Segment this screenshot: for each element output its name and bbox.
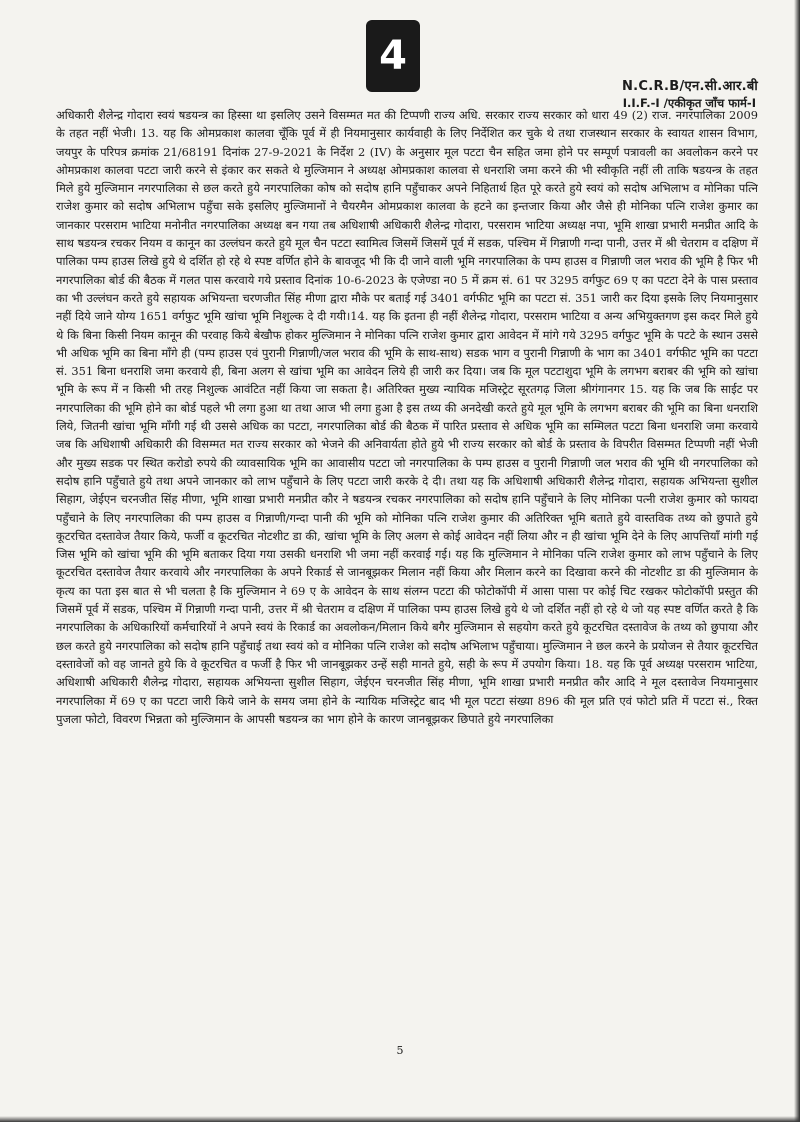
scan-edge-shadow: [794, 0, 800, 1122]
document-body: [56, 106, 758, 1036]
scan-edge-shadow-bottom: [0, 1116, 800, 1122]
footer-page-number: 5: [396, 1044, 404, 1057]
ncrb-reference: N.C.R.B/एन.सी.आर.बी: [621, 79, 758, 94]
page-number-badge: 4: [366, 20, 420, 92]
body-paragraph: अधिकारी शैलेन्द्र गोदारा स्वयं षडयन्त्र का हिस्सा था इसलिए उसने विसम्मत मत की टिप्पणी राज्य अधि. सरकार राज्य सरकार को धारा 49 (2) राज. नगरपालिका 2009 के तहत नहीं भेजी। 13. यह कि ओमप्रकाश कालवा चूँकि पूर्व में ही नियमानुसार कार्यवाही के लिए निर्देशित कर चुके थे तथा राजस्थान सरकार के स्वायत शासन विभाग, जयपुर के परिपत्र क्रमांक 21/68191 दिनांक 27-9-2021 के निर्देश 2 (IV) के अनुसार मूल पटटा चैन सहित जमा होने पर सम्पूर्ण पत्रावली का अवलोकन करने पर ओमप्रकाश कालवा पटटा जारी करने से इंकार कर सकते थे मुल्जिमान ने अध्यक्ष ओमप्रकाश कालवा से धनराशि जमा करने की भी स्वीकृति नहीं ली ताकि षडयन्त्र के तहत मिले हुये मुल्जिमान नगरपालिका से छल करते हुये नगरपालिका कोष को सदोष हानि पहुँचाकर अपने निहितार्थ हित पूरे करते हुये स्वयं को सदोष अभिलाभ व मोनिका पत्नि राजेश कुमार को सदोष अभिलाभ पहुँचा सके इसलिए मुल्जिमानों ने चैयरमैन ओमप्रकाश कालवा के हटने का इन्तजार किया और जैसे ही मोनिका पत्नि राजेश कुमार का जानकार परसराम भाटिया मनोनीत नगरपालिका अध्यक्ष बन गया तब अधिशाषी अधिकारी शैलेन्द्र गोदारा, परसराम भाटिया अध्यक्ष नपा, भूमि शाखा प्रभारी मनप्रीत आदि के साथ षडयन्त्र रचकर नियम व कानून का उल्लंघन करते हुये मूल चैन पटटा स्वामित्व जिसमें जिसमें पूर्व में सडक, पश्चिम में गिन्नाणी गन्दा पानी, उत्तर में श्री चेतराम व दक्षिण में पालिका पम्प हाउस लिखे हुये थे दर्शित हो रहे थे स्पष्ट वर्णित होने के बावजूद भी कि दी जाने वाली भूमि नगरपालिका के पम्प हाउस व गिन्नाणी जल भराव की भूमि है फिर भी नगरपालिका बोर्ड की बैठक में गलत पास करवाये गये प्रस्ताव दिनांक 10-6-2023 के एजेण्डा न0 5 में क्रम सं. 61 पर 3295 वर्गफुट 69 ए का पटटा देने के पास प्रस्ताव का भी उल्लंघन करते हुये सहायक अभियन्ता चरणजीत सिंह मीणा द्वारा मौके पर बताई गई 3401 वर्गफीट भूमि का पटटा सं. 351 जारी कर दिया इसके लिए नियमानुसार नहीं दिये जाने योग्य 1651 वर्गफुट भूमि खांचा भूमि निशुल्क दे दी गयी।14. यह कि इतना ही नहीं शैलेन्द्र गोदारा, परसराम भाटिया व अन्य अभियुक्तगण इस कदर मिले हुये थे कि बिना किसी नियम कानून की परवाह किये बेखौफ होकर मुल्जिमान ने मोनिका पत्नि राजेश कुमार द्वारा आवेदन में मांगे गये 3295 वर्गफुट भूमि के पटटे के स्थान उससे भी अधिक भूमि का बिना माँगे ही (पम्प हाउस एवं पुरानी गिन्नाणी/जल भराव की भूमि के साथ-साथ) सडक भाग व पुरानी गिन्नाणी के भाग का 3401 वर्गफीट भूमि का पटटा सं. 351 बिना धनराशि जमा करवाये ही, बिना अलग से खांचा भूमि का आवेदन लिये ही जारी कर दिया। जब कि मूल पटटाशुदा भूमि के लगभग बराबर की भूमि को खांचा भूमि के रूप में न किसी भी तरह निशुल्क आवंटित नहीं किया जा सकता है। अतिरिक्त मुख्य न्यायिक मजिस्ट्रेट सूरतगढ़ जिला श्रीगंगानगर 15. यह कि जब कि साईट पर नगरपालिका की भूमि होने का बोर्ड पहले भी लगा हुआ था तथा आज भी लगा हुआ है इस तथ्य की अनदेखी करते हुये मूल भूमि के लगभग बराबर की भूमि का बिना धनराशि लिये, जितनी खांचा भूमि माँगी गई थी उससे अधिक का पटटा, नगरपालिका बोर्ड की बैठक में पारित प्रस्ताव से अधिक भूमि का सम्मिलत पटटा बिना धनराशि जमा करवाये जब कि अधिशाषी अधिकारी की विसम्मत मत राज्य सरकार को भेजने की अनिवार्यता होते हुये भी राज्य सरकार को बोर्ड के प्रस्ताव के विपरीत विसम्मत टिप्पणी नहीं भेजी और मुख्य सडक पर स्थित करोडो रुपये की व्यावसायिक भूमि का आवासीय पटटा जो नगरपालिका के पम्प हाउस व पुरानी गिन्नाणी जल भराव की भूमि थी नगरपालिका को सदोष हानि पहुँचाते हुये तथा अपने जानकार को लाभ पहुँचाने के लिए पटटा जारी करके दे दी। तथा यह कि अधिशाषी अधिकारी शैलेन्द्र गोदारा, सहायक अभियन्ता सुशील सिहाग, जेईएन चरनजीत सिंह मीणा, भूमि शाखा प्रभारी मनप्रीत कौर ने षडयन्त्र रचकर नगरपालिका को सदोष हानि पहुँचाने के लिए मोनिका पत्नी राजेश कुमार को फायदा पहुँचाने के लिए नगरपालिका की पम्प हाउस व गिन्नाणी/गन्दा पानी की भूमि को मोनिका पत्नि राजेश कुमार की अतिरिक्त भूमि बताते हुये वास्तविक तथ्य को छुपाते हुये कूटरचित दस्तावेज तैयार किये, फर्जी व कूटरचित नोटशीट डा की, खांचा भूमि के लिए अलग से कोई आवेदन नहीं लिया और न ही खांचा भूमि देने के लिए आपत्तियाँ मांगी गई जिस भूमि को खांचा भूमि की भूमि बताकर दिया गया उसकी धनराशि भी जमा नहीं करवाई गई। यह कि मुल्जिमान ने मोनिका पत्नि राजेश कुमार को लाभ पहुँचाने के लिए कूटरचित दस्तावेज तैयार करवाये और नगरपालिका के अपने रिकार्ड से जानबूझकर मिलान नहीं किया और मिलान करने का दिखावा करने की नोटशीट डा की मुल्जिमान के कृत्य का पता इस बात से भी चलता है कि मुल्जिमान ने 69 ए के आवेदन के साथ संलग्न पटटा की फोटोकॉपी में आसा पासा पर कोई चिट रखकर फोटोकॉपी प्रस्तुत की जिसमें पूर्व में सडक, पश्चिम में गिन्नाणी गन्दा पानी, उत्तर में श्री चेतराम व दक्षिण में पालिका पम्प हाउस लिखे हुये थे जो दर्शित नहीं हो रहे थे जो यह स्पष्ट वर्णित करते है कि नगरपालिका के अधिकारियों कर्मचारियों ने अपने स्वयं के रिकार्ड का अवलोकन/मिलान किये बगैर मुल्जिमान से सहयोग करते हुये कूटरचित दस्तावेज के तथ्य को छुपाया और छल करते हुये नगरपालिका को सदोष हानि पहुँचाई तथा स्वयं को व मोनिका पत्नि राजेश को सदोष अभिलाभ पहुँचाया। मुल्जिमान ने छल करने के प्रयोजन से तैयार कूटरचित दस्तावेजों को वह जानते हुये कि वे कूटरचित व फर्जी है फिर भी जानबूझकर उन्हें सही मानते हुये, सही के रूप में उपयोग किया। 18. यह कि पूर्व अध्यक्ष परसराम भाटिया, अधिशाषी अधिकारी शैलेन्द्र गोदारा, सहायक अभियन्ता सुशील सिहाग, जेईएन चरनजीत सिंह मीणा, भूमि शाखा प्रभारी मनप्रीत कौर आदि ने मूल दस्तावेज नियमानुसार नगरपालिका में 69 ए का पटटा जारी किये जाने के समय जमा होने के न्यायिक मजिस्ट्रेट बाद भी मूल पटटा संख्या 896 की मूल प्रति एवं फोटो प्रति में पटटा सं., रिक्त पुजला फोटो, विवरण भिन्नता को मुल्जिमान के आपसी षडयन्त्र का भाग होने के कारण जानबूझकर छिपाते हुये नगरपालिका: [56, 108, 758, 726]
form-title: I.I.F.-I /एकीकृत जाँच फार्म-I: [622, 96, 756, 110]
